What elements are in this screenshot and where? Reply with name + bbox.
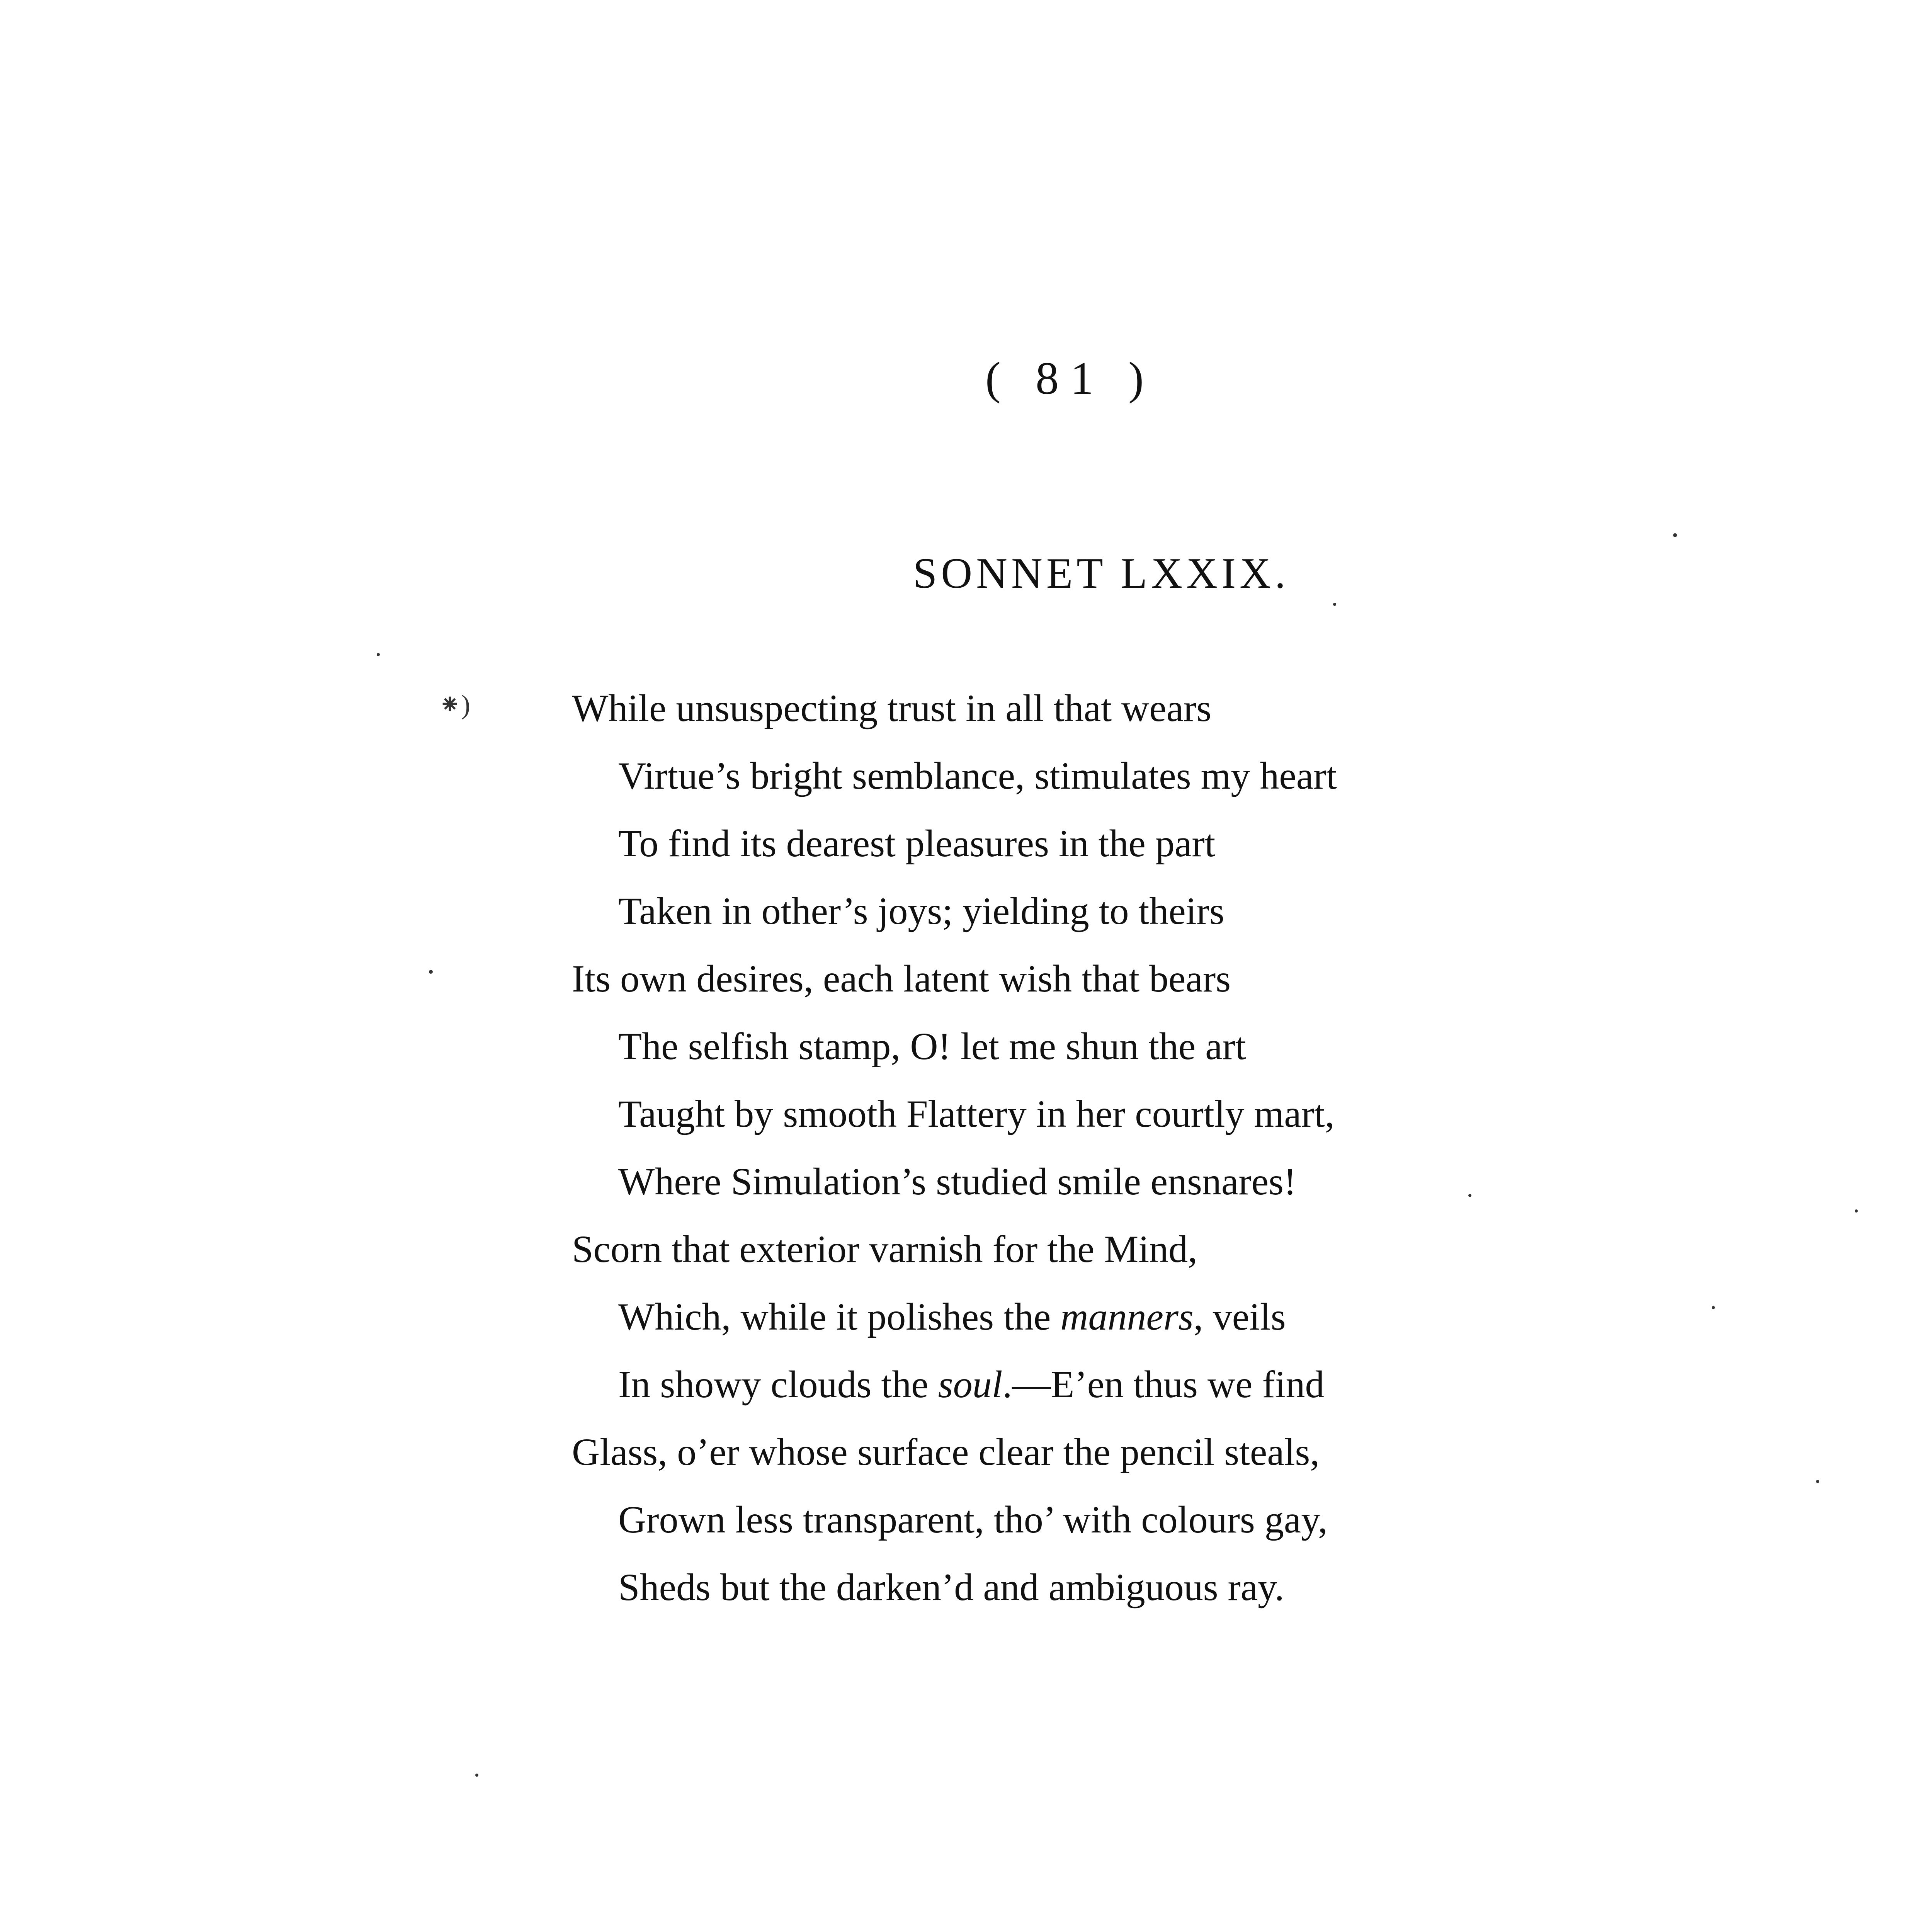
sonnet-body: [572, 674, 1499, 1621]
print-speck: [1468, 1194, 1471, 1197]
margin-ornament-icon: ⁕): [439, 690, 470, 720]
print-speck: [1712, 1306, 1715, 1309]
print-speck: [1673, 533, 1677, 537]
print-speck: [1816, 1480, 1819, 1483]
print-speck: [475, 1774, 478, 1777]
poem-line: The selfish stamp, O! let me shun the art: [618, 1025, 1246, 1068]
print-speck: [377, 653, 380, 656]
emphasis-text: manners: [1060, 1295, 1194, 1338]
poem-line: Glass, o’er whose surface clear the pencil steals,: [572, 1430, 1320, 1473]
poem-line: Which, while it polishes the manners, veils: [618, 1295, 1286, 1338]
emphasis-text: soul: [938, 1363, 1003, 1406]
poem-line: While unsuspecting trust in all that wears: [572, 687, 1212, 730]
poem-line: Sheds but the darken’d and ambiguous ray.: [618, 1566, 1284, 1609]
print-speck: [1855, 1209, 1858, 1213]
poem-line: Virtue’s bright semblance, stimulates my heart: [618, 754, 1337, 797]
poem-line: Scorn that exterior varnish for the Mind,: [572, 1228, 1198, 1270]
poem-line: Taken in other’s joys; yielding to theirs: [618, 889, 1225, 932]
poem-line: Taught by smooth Flattery in her courtly mart,: [618, 1092, 1335, 1135]
poem-line: Grown less transparent, tho’ with colours gay,: [618, 1498, 1328, 1541]
poem-line: In showy clouds the soul.—E’en thus we find: [618, 1363, 1325, 1406]
poem-line: Where Simulation’s studied smile ensnares!: [618, 1160, 1297, 1203]
poem-line: To find its dearest pleasures in the part: [618, 822, 1216, 865]
print-speck: [1333, 603, 1336, 606]
page-number: ( 81 ): [985, 352, 1155, 404]
print-speck: [429, 970, 433, 974]
sonnet-title: SONNET LXXIX.: [913, 549, 1290, 597]
poem-line: Its own desires, each latent wish that bears: [572, 957, 1231, 1000]
